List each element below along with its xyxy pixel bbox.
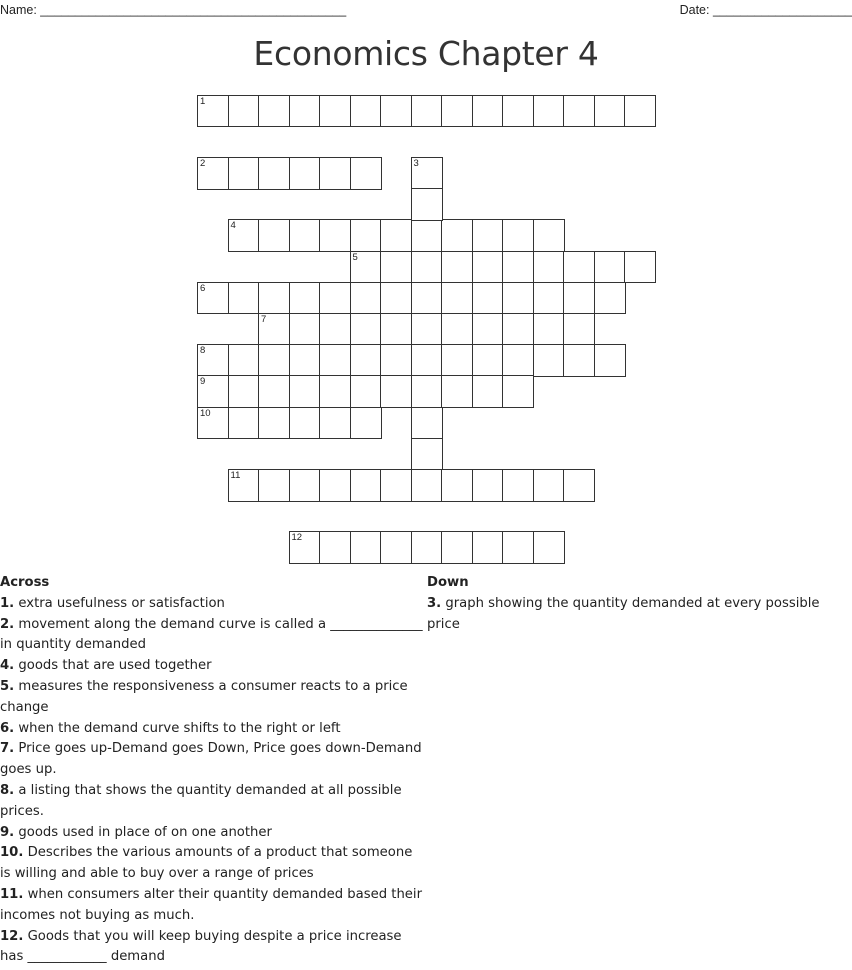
- crossword-cell[interactable]: [197, 282, 229, 315]
- clue-number: 9: [200, 376, 206, 388]
- crossword-cell[interactable]: [563, 469, 595, 502]
- page-title: Economics Chapter 4: [253, 34, 599, 73]
- crossword-cell[interactable]: [289, 531, 321, 564]
- down-clues: [427, 573, 847, 635]
- crossword-cell[interactable]: [380, 219, 412, 252]
- clue-number-label: 6.: [0, 720, 15, 736]
- crossword-cell[interactable]: [350, 219, 382, 252]
- crossword-cell[interactable]: [289, 157, 321, 190]
- clue-text: Goods that you will keep buying despite a price increase has ____________ demand: [0, 928, 402, 965]
- crossword-cell[interactable]: [258, 157, 290, 190]
- across-clues: [0, 573, 425, 968]
- clue-item: [0, 739, 425, 781]
- crossword-cell[interactable]: [502, 251, 534, 284]
- crossword-cell[interactable]: [594, 251, 626, 284]
- crossword-cell[interactable]: [228, 344, 260, 377]
- clue-number-label: 10.: [0, 845, 24, 861]
- crossword-cell[interactable]: [594, 95, 626, 128]
- crossword-cell[interactable]: [411, 531, 443, 564]
- crossword-cell[interactable]: [228, 95, 260, 128]
- clue-number: 12: [291, 532, 303, 544]
- crossword-cell[interactable]: [563, 313, 595, 346]
- crossword-cell[interactable]: [228, 282, 260, 315]
- clue-number-label: 7.: [0, 741, 15, 757]
- crossword-cell[interactable]: [411, 469, 443, 502]
- crossword-cell[interactable]: [502, 469, 534, 502]
- clue-item: [0, 719, 425, 740]
- crossword-cell[interactable]: [411, 157, 443, 190]
- crossword-cell[interactable]: [533, 282, 565, 315]
- clue-item: [0, 594, 425, 615]
- clue-item: [0, 615, 425, 657]
- crossword-cell[interactable]: [502, 313, 534, 346]
- crossword-cell[interactable]: [563, 282, 595, 315]
- crossword-cell[interactable]: [350, 313, 382, 346]
- clue-number-label: 3.: [427, 595, 442, 611]
- crossword-cell[interactable]: [472, 375, 504, 408]
- clue-number: 6: [200, 282, 206, 294]
- crossword-cell[interactable]: [319, 219, 351, 252]
- crossword-cell[interactable]: [380, 251, 412, 284]
- crossword-cell[interactable]: [380, 469, 412, 502]
- clue-number-label: 11.: [0, 886, 24, 902]
- crossword-cell[interactable]: [624, 251, 656, 284]
- crossword-cell[interactable]: [411, 251, 443, 284]
- crossword-cell[interactable]: [502, 531, 534, 564]
- crossword-cell[interactable]: [502, 375, 534, 408]
- crossword-cell[interactable]: [472, 95, 504, 128]
- crossword-cell[interactable]: [228, 469, 260, 502]
- clue-number-label: 1.: [0, 595, 15, 611]
- date-field-label: Date: ____________________: [679, 3, 852, 17]
- clue-item: [0, 885, 425, 927]
- crossword-cell[interactable]: [472, 531, 504, 564]
- clue-text: measures the responsiveness a consumer reacts to a price change: [0, 678, 408, 715]
- clue-number-label: 2.: [0, 616, 15, 632]
- crossword-cell[interactable]: [350, 95, 382, 128]
- crossword-cell[interactable]: [289, 344, 321, 377]
- crossword-cell[interactable]: [258, 219, 290, 252]
- crossword-cell[interactable]: [258, 375, 290, 408]
- crossword-cell[interactable]: [228, 407, 260, 440]
- clue-text: a listing that shows the quantity demanded at all possible prices.: [0, 782, 402, 819]
- crossword-cell[interactable]: [502, 95, 534, 128]
- clue-number-label: 12.: [0, 928, 24, 944]
- crossword-cell[interactable]: [319, 469, 351, 502]
- clue-text: Price goes up-Demand goes Down, Price goes down-Demand goes up.: [0, 741, 422, 778]
- crossword-cell[interactable]: [350, 282, 382, 315]
- crossword-cell[interactable]: [533, 219, 565, 252]
- crossword-cell[interactable]: [258, 344, 290, 377]
- crossword-cell[interactable]: [533, 531, 565, 564]
- clue-item: [0, 823, 425, 844]
- clue-number: 11: [230, 469, 241, 481]
- clue-number: 1: [200, 95, 206, 107]
- crossword-cell[interactable]: [350, 375, 382, 408]
- clue-text: graph showing the quantity demanded at every possible price: [427, 595, 820, 632]
- crossword-cell[interactable]: [441, 282, 473, 315]
- clue-number-label: 8.: [0, 782, 15, 798]
- crossword-cell[interactable]: [533, 95, 565, 128]
- clue-item: [0, 656, 425, 677]
- crossword-cell[interactable]: [197, 95, 229, 128]
- crossword-cell[interactable]: [380, 282, 412, 315]
- crossword-cell[interactable]: [502, 282, 534, 315]
- clue-item: [0, 781, 425, 823]
- crossword-cell[interactable]: [380, 95, 412, 128]
- crossword-cell[interactable]: [380, 375, 412, 408]
- clue-number: 2: [200, 157, 206, 169]
- crossword-cell[interactable]: [594, 344, 626, 377]
- crossword-cell[interactable]: [411, 95, 443, 128]
- crossword-cell[interactable]: [350, 251, 382, 284]
- crossword-cell[interactable]: [258, 313, 290, 346]
- crossword-cell[interactable]: [533, 313, 565, 346]
- crossword-cell[interactable]: [289, 282, 321, 315]
- crossword-cell[interactable]: [563, 344, 595, 377]
- crossword-cell[interactable]: [258, 407, 290, 440]
- down-heading: Down: [427, 575, 469, 590]
- crossword-cell[interactable]: [441, 344, 473, 377]
- crossword-cell[interactable]: [289, 95, 321, 128]
- crossword-cell[interactable]: [197, 375, 229, 408]
- clue-text: movement along the demand curve is called a ______________ in quantity demanded: [0, 616, 423, 653]
- clue-text: goods that are used together: [14, 658, 212, 674]
- crossword-cell[interactable]: [411, 313, 443, 346]
- crossword-cell[interactable]: [319, 157, 351, 190]
- clue-text: Describes the various amounts of a product that someone is willing and able to buy over a range of prices: [0, 845, 413, 882]
- clue-text: goods used in place of on one another: [14, 824, 272, 840]
- crossword-cell[interactable]: [197, 407, 229, 440]
- crossword-cell[interactable]: [289, 407, 321, 440]
- crossword-cell[interactable]: [258, 282, 290, 315]
- crossword-cell[interactable]: [350, 344, 382, 377]
- clue-number: 3: [413, 157, 419, 169]
- crossword-cell[interactable]: [411, 219, 443, 252]
- crossword-cell[interactable]: [411, 188, 443, 221]
- crossword-cell[interactable]: [594, 282, 626, 315]
- crossword-cell[interactable]: [258, 95, 290, 128]
- crossword-cell[interactable]: [624, 95, 656, 128]
- crossword-cell[interactable]: [411, 344, 443, 377]
- crossword-cell[interactable]: [533, 344, 565, 377]
- crossword-cell[interactable]: [533, 469, 565, 502]
- crossword-cell[interactable]: [350, 157, 382, 190]
- crossword-cell[interactable]: [228, 219, 260, 252]
- crossword-cell[interactable]: [319, 531, 351, 564]
- clue-number-label: 9.: [0, 824, 15, 840]
- clue-text: when consumers alter their quantity demanded based their incomes not buying as much.: [0, 886, 423, 923]
- crossword-cell[interactable]: [411, 375, 443, 408]
- crossword-cell[interactable]: [411, 282, 443, 315]
- crossword-cell[interactable]: [472, 219, 504, 252]
- clue-item: [0, 677, 425, 719]
- across-heading: Across: [0, 575, 50, 590]
- crossword-cell[interactable]: [289, 375, 321, 408]
- crossword-cell[interactable]: [197, 157, 229, 190]
- crossword-cell[interactable]: [533, 251, 565, 284]
- clue-number: 5: [352, 251, 358, 263]
- crossword-cell[interactable]: [258, 469, 290, 502]
- crossword-cell[interactable]: [441, 251, 473, 284]
- clue-number-label: 5.: [0, 678, 15, 694]
- crossword-cell[interactable]: [350, 407, 382, 440]
- clue-item: [0, 843, 425, 885]
- clue-item: [427, 594, 847, 636]
- crossword-cell[interactable]: [472, 344, 504, 377]
- across-clue-list: [0, 594, 425, 968]
- crossword-cell[interactable]: [441, 313, 473, 346]
- crossword-cell[interactable]: [350, 469, 382, 502]
- name-field-label: Name: ____________________________________________: [0, 3, 347, 17]
- crossword-cell[interactable]: [319, 282, 351, 315]
- crossword-cell[interactable]: [441, 375, 473, 408]
- crossword-cell[interactable]: [380, 344, 412, 377]
- crossword-cell[interactable]: [350, 531, 382, 564]
- clue-item: [0, 927, 425, 969]
- crossword-cell[interactable]: [411, 438, 443, 471]
- crossword-cell[interactable]: [289, 219, 321, 252]
- clue-number: 4: [230, 220, 236, 232]
- crossword-cell[interactable]: [289, 469, 321, 502]
- crossword-cell[interactable]: [441, 531, 473, 564]
- crossword-cell[interactable]: [319, 407, 351, 440]
- crossword-cell[interactable]: [228, 375, 260, 408]
- crossword-cell[interactable]: [380, 531, 412, 564]
- clue-text: when the demand curve shifts to the right or left: [14, 720, 341, 736]
- crossword-cell[interactable]: [563, 251, 595, 284]
- clue-number: 10: [200, 407, 211, 419]
- crossword-cell[interactable]: [441, 95, 473, 128]
- crossword-cell[interactable]: [441, 219, 473, 252]
- crossword-cell[interactable]: [502, 344, 534, 377]
- clue-number: 8: [200, 345, 206, 357]
- crossword-cell[interactable]: [472, 469, 504, 502]
- crossword-cell[interactable]: [319, 95, 351, 128]
- crossword-cell[interactable]: [472, 313, 504, 346]
- crossword-cell[interactable]: [472, 282, 504, 315]
- crossword-cell[interactable]: [563, 95, 595, 128]
- clue-number-label: 4.: [0, 658, 15, 674]
- clue-number: 7: [261, 313, 267, 325]
- clue-text: extra usefulness or satisfaction: [14, 595, 225, 611]
- crossword-cell[interactable]: [472, 251, 504, 284]
- crossword-cell[interactable]: [197, 344, 229, 377]
- crossword-cell[interactable]: [411, 407, 443, 440]
- crossword-cell[interactable]: [319, 344, 351, 377]
- crossword-cell[interactable]: [502, 219, 534, 252]
- crossword-cell[interactable]: [228, 157, 260, 190]
- crossword-cell[interactable]: [319, 375, 351, 408]
- crossword-cell[interactable]: [441, 469, 473, 502]
- crossword-cell[interactable]: [319, 313, 351, 346]
- crossword-cell[interactable]: [380, 313, 412, 346]
- down-clue-list: [427, 594, 847, 636]
- crossword-cell[interactable]: [289, 313, 321, 346]
